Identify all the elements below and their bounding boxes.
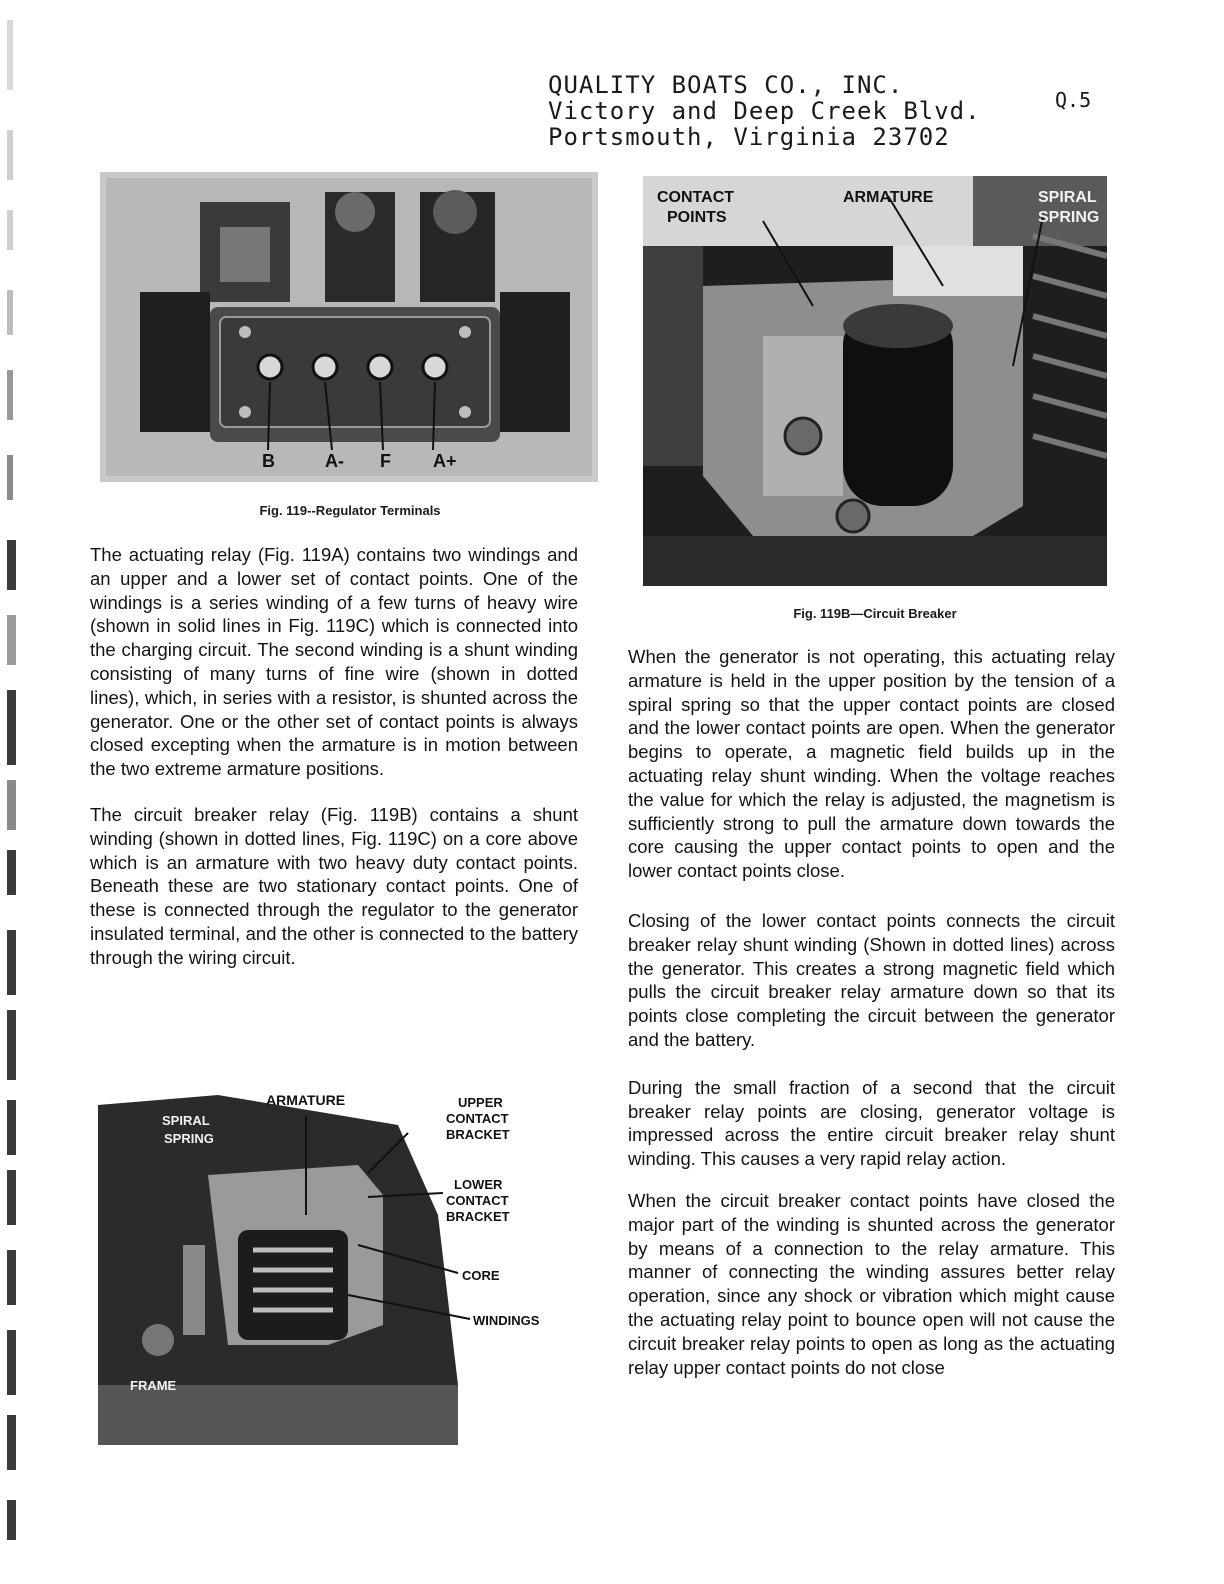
figure-119-photo: [100, 172, 598, 482]
letterhead: [548, 72, 981, 150]
address-line-1: Victory and Deep Creek Blvd.: [548, 97, 981, 125]
binding-mark: [7, 615, 16, 665]
label-spring: SPRING: [1038, 209, 1100, 226]
paragraph-actuating-relay: The actuating relay (Fig. 119A) contains two windings and an upper and a lower set of contact points. One of the windings is a series winding of a few turns of heavy wire (shown in solid lines in Fig. 119C) which is connected into the charging circuit. The second winding is a shunt winding consisting of many turns of fine wire (shown in dotted lines), which, in series with a resistor, is shunted across the generator. One or the other set of contact points is always closed excepting when the armature is in motion between the two extreme armature positions.: [90, 544, 578, 780]
binding-mark: [7, 1415, 16, 1470]
terminal-label-a-plus: A+: [433, 451, 457, 471]
figure-119b-caption: Fig. 119B—Circuit Breaker: [793, 606, 957, 621]
left-column: [90, 543, 578, 970]
label-upper: UPPER: [458, 1095, 503, 1110]
binding-mark: [7, 130, 13, 180]
terminal-label-f: F: [380, 451, 391, 471]
company-name: QUALITY BOATS CO., INC.: [548, 71, 904, 99]
binding-mark: [7, 850, 16, 895]
binding-mark: [7, 1330, 16, 1395]
label-core: CORE: [462, 1268, 500, 1283]
figure-119a: [98, 1085, 568, 1445]
page-number: Q.5: [1055, 88, 1092, 112]
paragraph-contact-points-closed: When the circuit breaker contact points have closed the major part of the winding is shunted across the generator by means of a connection to the relay armature. This manner of connecting the winding assures better relay operation, since any shock or vibration which might cause the actuating relay point to bounce open will not cause the circuit breaker relay points to open as long as the actuating relay upper contact points do not close: [628, 1189, 1115, 1378]
binding-mark: [7, 780, 16, 830]
label-contact: CONTACT: [657, 189, 735, 206]
actuating-relay-illustration: [98, 1085, 568, 1445]
binding-mark: [7, 370, 13, 420]
terminal-label-a-minus: A-: [325, 451, 344, 471]
label-lower-bracket: BRACKET: [446, 1209, 510, 1224]
figure-119-caption: Fig. 119--Regulator Terminals: [259, 503, 441, 518]
label-spring-a: SPRING: [164, 1131, 214, 1146]
paragraph-generator-not-operating: When the generator is not operating, this actuating relay armature is held in the upper position by the tension of a spiral spring so that the upper contact points are closed and the lower contact points are open. When the generator begins to operate, a magnetic field builds up in the actuating relay shunt winding. When the voltage reaches the value for which the relay is adjusted, the magnetism is sufficiently strong to pull the armature down towards the core causing the upper contact points to open and the lower contact points close.: [628, 646, 1115, 882]
label-spiral: SPIRAL: [1038, 189, 1097, 206]
terminal-label-b: B: [262, 451, 275, 471]
binding-mark: [7, 930, 16, 995]
address-line-2: Portsmouth, Virginia 23702: [548, 123, 950, 151]
binding-mark: [7, 1100, 16, 1155]
paragraph-small-fraction: During the small fraction of a second that the circuit breaker relay points are closing, generator voltage is impressed across the entire circuit breaker relay shunt winding. This causes a very rapid relay action.: [628, 1076, 1115, 1170]
binding-mark: [7, 20, 13, 90]
label-upper-bracket: BRACKET: [446, 1127, 510, 1142]
label-lower: LOWER: [454, 1177, 503, 1192]
binding-mark: [7, 690, 16, 765]
binding-mark: [7, 1010, 16, 1080]
paragraph-circuit-breaker-relay: The circuit breaker relay (Fig. 119B) contains a shunt winding (shown in dotted lines, Fig. 119C) on a core above which is an armature with two heavy duty contact points. Beneath these are two stationary contact points. One of these is connected through the regulator to the generator insulated terminal, and the other is connected to the battery through the wiring circuit.: [90, 803, 578, 968]
label-armature: ARMATURE: [843, 189, 934, 206]
binding-mark: [7, 210, 13, 250]
circuit-breaker-illustration: [643, 176, 1107, 586]
regulator-illustration: [100, 172, 598, 482]
paragraph-closing-lower-contacts: Closing of the lower contact points connects the circuit breaker relay shunt winding (Shown in dotted lines) across the generator. This creates a strong magnetic field which pulls the circuit breaker relay armature down so that its points close completing the circuit between the generator and the battery.: [628, 909, 1115, 1050]
binding-mark: [7, 455, 13, 500]
binding-mark: [7, 1500, 16, 1540]
label-windings: WINDINGS: [473, 1313, 540, 1328]
label-upper-contact: CONTACT: [446, 1111, 509, 1126]
binding-mark: [7, 290, 13, 335]
binding-mark: [7, 540, 16, 590]
binding-mark: [7, 1250, 16, 1305]
figure-119b-photo: [643, 176, 1107, 586]
label-lower-contact: CONTACT: [446, 1193, 509, 1208]
label-frame: FRAME: [130, 1378, 177, 1393]
right-column: [628, 645, 1115, 1379]
label-spiral-a: SPIRAL: [162, 1113, 210, 1128]
label-points: POINTS: [667, 209, 727, 226]
binding-mark: [7, 1170, 16, 1225]
label-armature-a: ARMATURE: [266, 1092, 346, 1108]
